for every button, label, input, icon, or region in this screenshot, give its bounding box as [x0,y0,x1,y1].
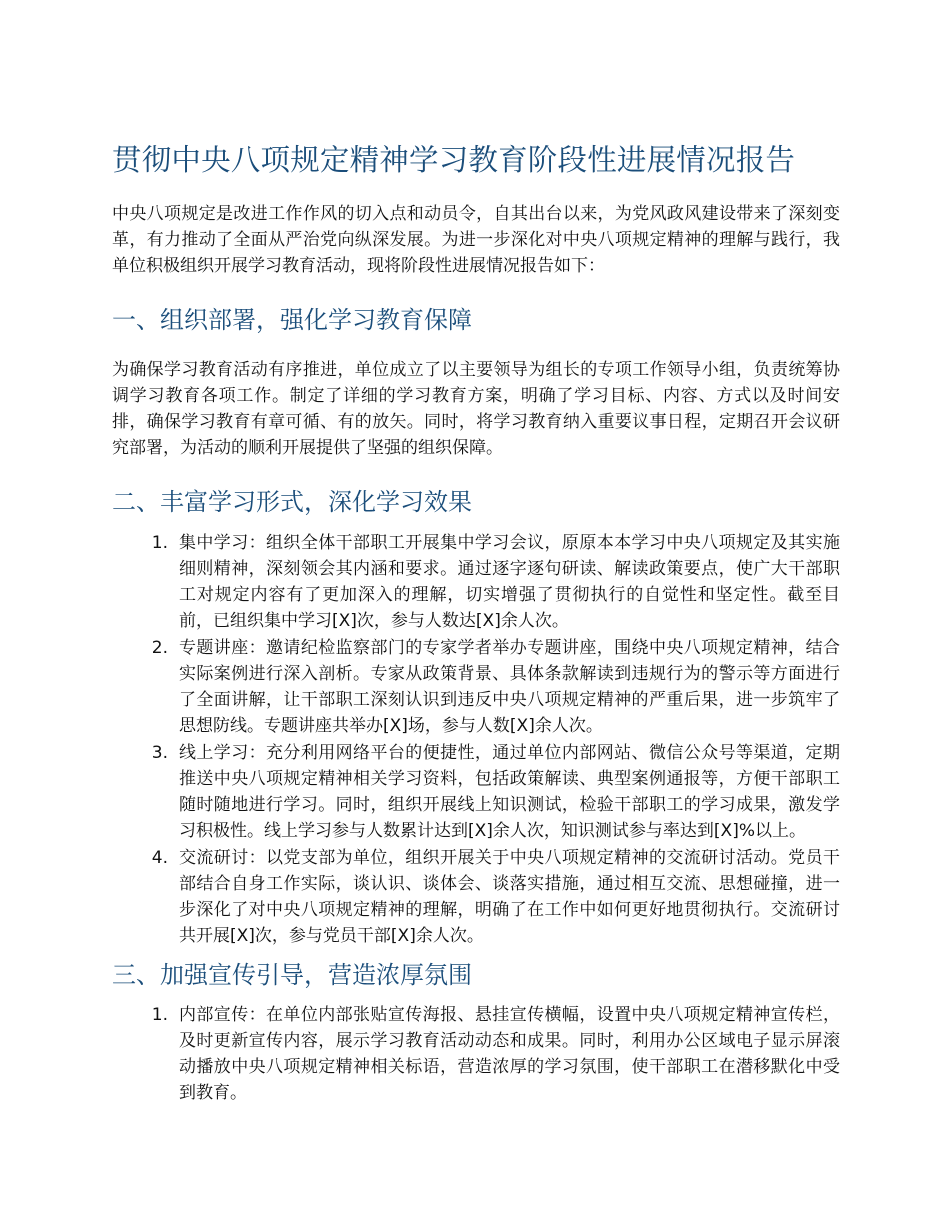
section-1-paragraph: 为确保学习教育活动有序推进，单位成立了以主要领导为组长的专项工作领导小组，负责统筹协调学习教育各项工作。制定了详细的学习教育方案，明确了学习目标、内容、方式以及时间安排，确保学习教育有章可循、有的放矢。同时，将学习教育纳入重要议事日程，定期召开会议研究部署，为活动的顺利开展提供了坚强的组织保障。 [112,360,840,458]
section-2-heading: 二、丰富学习形式，深化学习效果 [112,488,472,516]
section-1-heading: 一、组织部署，强化学习教育保障 [112,306,472,334]
section-3-list [112,1002,840,1106]
list-item-text: 集中学习：组织全体干部职工开展集中学习会议，原原本本学习中央八项规定及其实施细则精神，深刻领会其内涵和要求。通过逐字逐句研读、解读政策要点，使广大干部职工对规定内容有了更加深入的理解，切实增强了贯彻执行的自觉性和坚定性。截至目前，已组织集中学习[X]次，参与人数达[X]余人次。 [179,533,840,631]
list-item-text: 线上学习：充分利用网络平台的便捷性，通过单位内部网站、微信公众号等渠道，定期推送中央八项规定精神相关学习资料，包括政策解读、典型案例通报等，方便干部职工随时随地进行学习。同时，组织开展线上知识测试，检验干部职工的学习成果，激发学习积极性。线上学习参与人数累计达到[X]余人次，知识测试参与率达到[X]%以上。 [179,743,840,841]
list-item-number: 4. [151,848,168,868]
document-page [112,138,840,1106]
section-2-list [112,530,840,949]
list-item [112,845,840,949]
list-item [112,1002,840,1106]
list-item [112,530,840,634]
list-item-number: 3. [151,743,168,763]
list-item-text: 专题讲座：邀请纪检监察部门的专家学者举办专题讲座，围绕中央八项规定精神，结合实际案例进行深入剖析。专家从政策背景、具体条款解读到违规行为的警示等方面进行了全面讲解，让干部职工深刻认识到违反中央八项规定精神的严重后果，进一步筑牢了思想防线。专题讲座共举办[X]场，参与人数[X]余人次。 [179,638,840,736]
list-item-text: 内部宣传：在单位内部张贴宣传海报、悬挂宣传横幅，设置中央八项规定精神宣传栏，及时更新宣传内容，展示学习教育活动动态和成果。同时，利用办公区域电子显示屏滚动播放中央八项规定精神相关标语，营造浓厚的学习氛围，使干部职工在潜移默化中受到教育。 [179,1005,840,1103]
section-3-heading: 三、加强宣传引导，营造浓厚氛围 [112,961,472,989]
list-item-number: 1. [151,1005,168,1025]
list-item [112,635,840,739]
list-item-number: 1. [151,533,168,553]
list-item-text: 交流研讨：以党支部为单位，组织开展关于中央八项规定精神的交流研讨活动。党员干部结合自身工作实际，谈认识、谈体会、谈落实措施，通过相互交流、思想碰撞，进一步深化了对中央八项规定精神的理解，明确了在工作中如何更好地贯彻执行。交流研讨共开展[X]次，参与党员干部[X]余人次。 [179,848,840,946]
list-item-number: 2. [151,638,168,658]
list-item [112,740,840,844]
report-title: 贯彻中央八项规定精神学习教育阶段性进展情况报告 [112,143,796,177]
intro-paragraph: 中央八项规定是改进工作作风的切入点和动员令，自其出台以来，为党风政风建设带来了深刻变革，有力推动了全面从严治党向纵深发展。为进一步深化对中央八项规定精神的理解与践行，我单位积极组织开展学习教育活动，现将阶段性进展情况报告如下： [112,204,840,276]
